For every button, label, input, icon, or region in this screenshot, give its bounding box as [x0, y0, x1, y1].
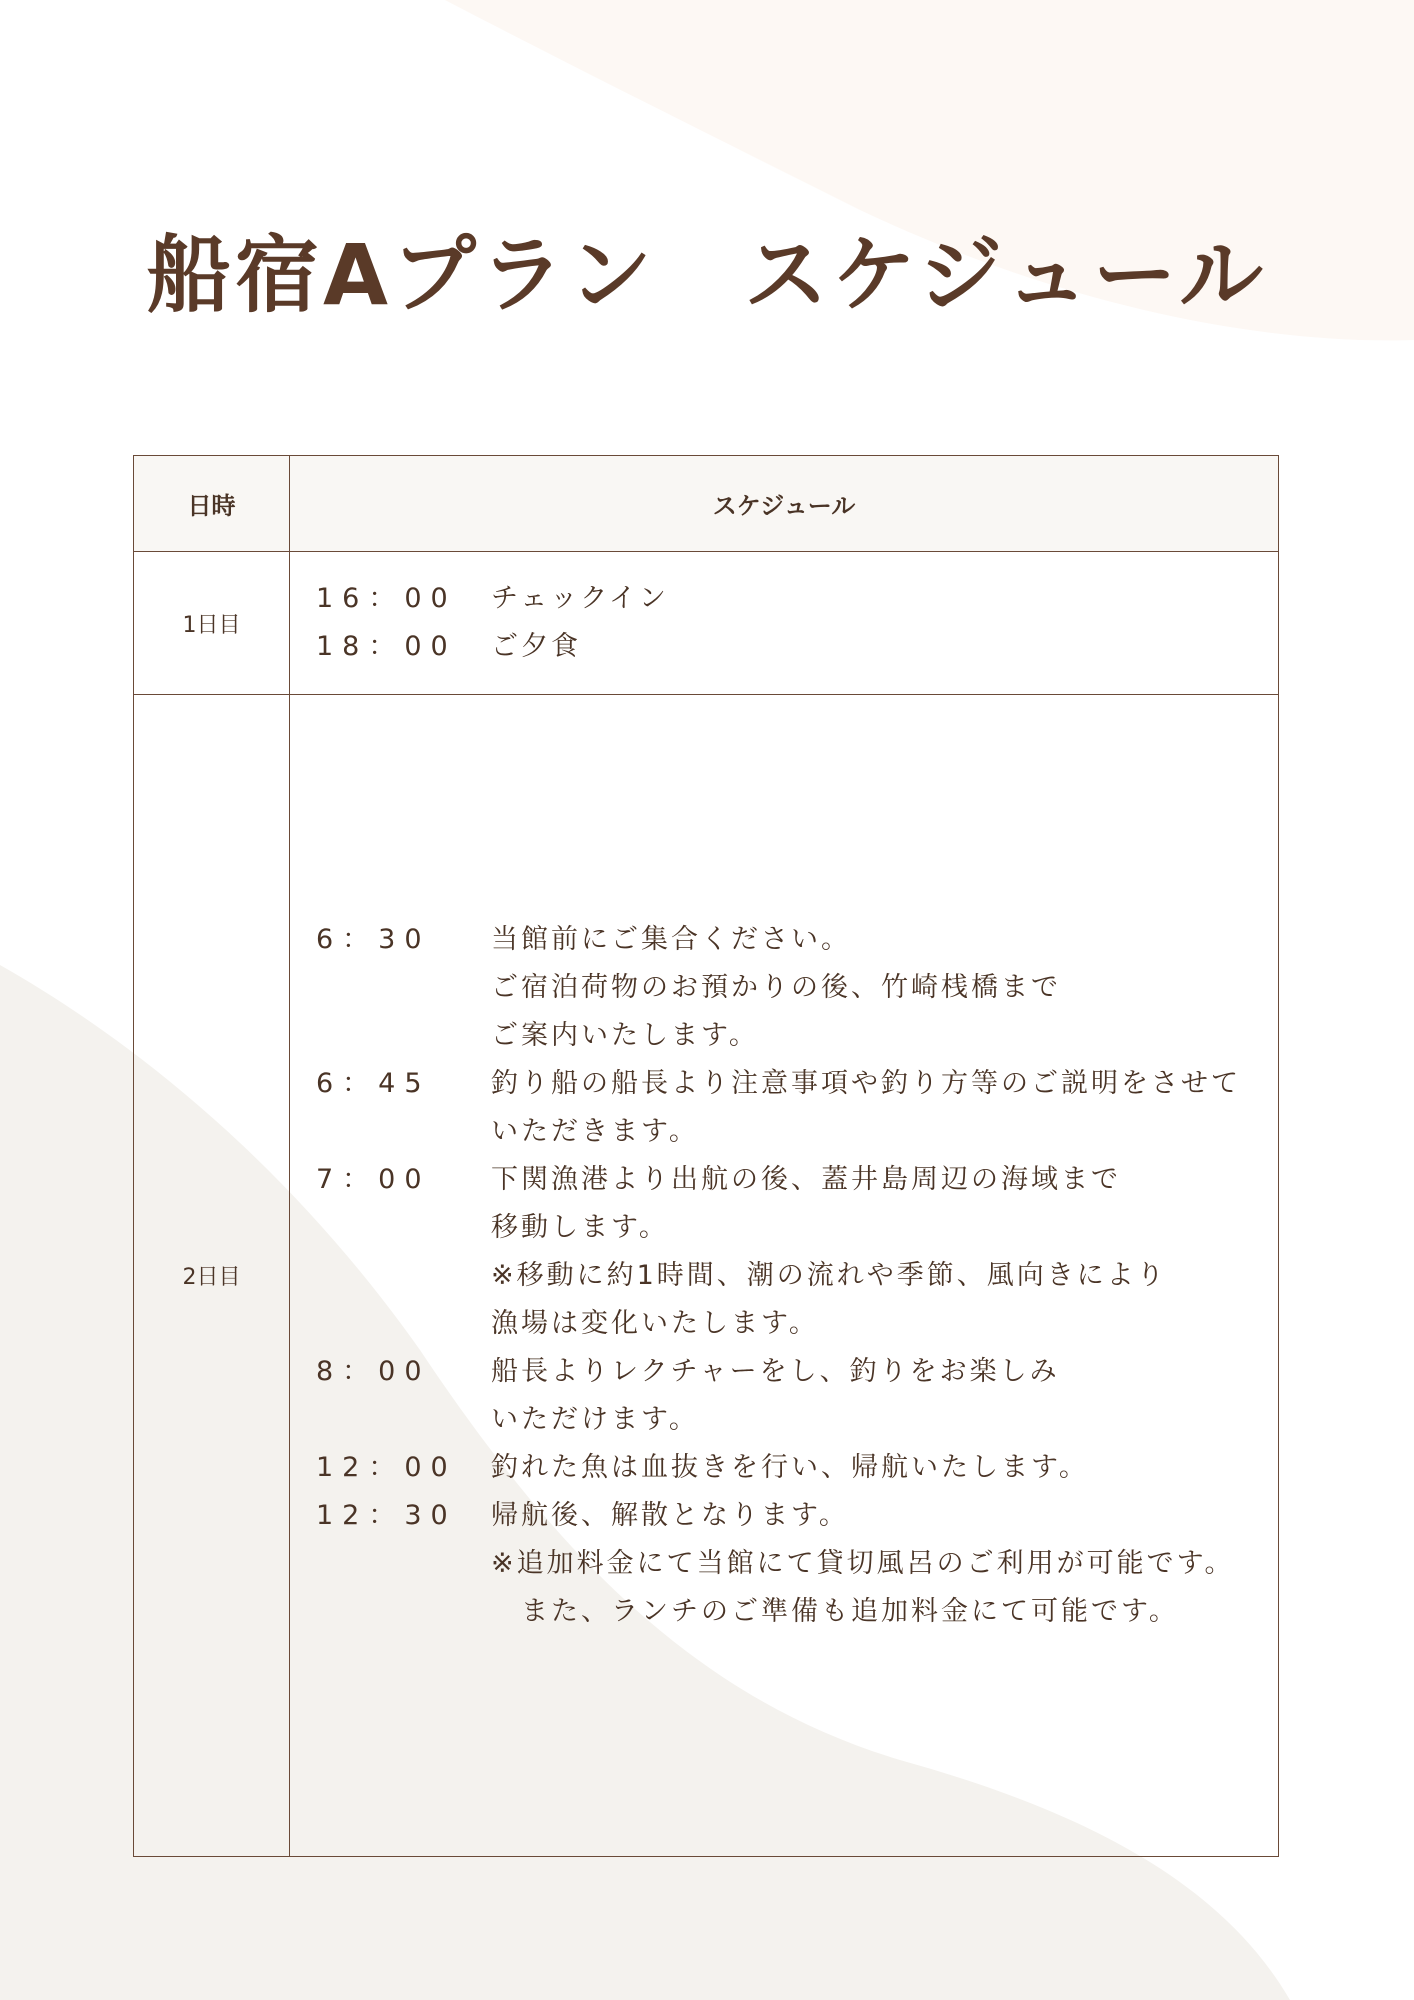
entry-time: 12：00	[316, 1451, 457, 1483]
schedule-entry	[316, 1492, 1278, 1636]
entry-text: 帰航後、解散となります。	[491, 1499, 849, 1531]
schedule-entry	[316, 1156, 1278, 1348]
schedule-cell	[290, 695, 1279, 1857]
schedule-entry	[316, 916, 1278, 1060]
schedule-entry	[316, 1444, 1278, 1492]
day-label: 2日目	[134, 695, 290, 1857]
entry-text: 釣れた魚は血抜きを行い、帰航いたします。	[491, 1451, 1089, 1483]
entry-text: 漁場は変化いたします。	[491, 1307, 819, 1339]
day-label: 1日目	[134, 552, 290, 695]
entry-text: チェックイン	[491, 583, 669, 614]
schedule-entry	[316, 623, 1278, 671]
entry-text: 当館前にご集合ください。	[491, 923, 851, 955]
schedule-table	[133, 455, 1279, 1857]
header-date: 日時	[134, 456, 290, 552]
entry-text: ご夕食	[491, 631, 581, 662]
entry-text: いただきます。	[491, 1115, 699, 1147]
entry-time: 16：00	[316, 583, 457, 614]
entry-time: 6：30	[316, 923, 431, 955]
schedule-entry	[316, 575, 1278, 623]
entry-text: ※移動に約1時間、潮の流れや季節、風向きにより	[491, 1259, 1167, 1291]
schedule-cell	[290, 552, 1279, 695]
entry-time: 8：00	[316, 1355, 431, 1387]
entry-time: 12：30	[316, 1499, 457, 1531]
entry-text: ※追加料金にて当館にて貸切風呂のご利用が可能です。	[491, 1547, 1235, 1579]
entry-text: ご案内いたします。	[491, 1019, 759, 1051]
table-row	[134, 695, 1279, 1857]
page-title: 船宿Aプラン スケジュール	[147, 226, 1267, 324]
entry-text: また、ランチのご準備も追加料金にて可能です。	[521, 1595, 1179, 1627]
entry-text: 下関漁港より出航の後、蓋井島周辺の海域まで	[491, 1163, 1121, 1195]
header-schedule: スケジュール	[290, 456, 1279, 552]
entry-text: ご宿泊荷物のお預かりの後、竹崎桟橋まで	[491, 971, 1061, 1003]
table-row	[134, 552, 1279, 695]
entry-time: 6：45	[316, 1067, 431, 1099]
schedule-entry	[316, 1060, 1278, 1156]
entry-text: 移動します。	[491, 1211, 669, 1243]
table-header-row	[134, 456, 1279, 552]
schedule-entry	[316, 1348, 1278, 1444]
entry-time: 18：00	[316, 631, 457, 662]
entry-text: 船長よりレクチャーをし、釣りをお楽しみ	[491, 1355, 1060, 1387]
entry-time: 7：00	[316, 1163, 431, 1195]
entry-text: 釣り船の船長より注意事項や釣り方等のご説明をさせて	[491, 1067, 1241, 1099]
entry-text: いただけます。	[491, 1403, 699, 1435]
